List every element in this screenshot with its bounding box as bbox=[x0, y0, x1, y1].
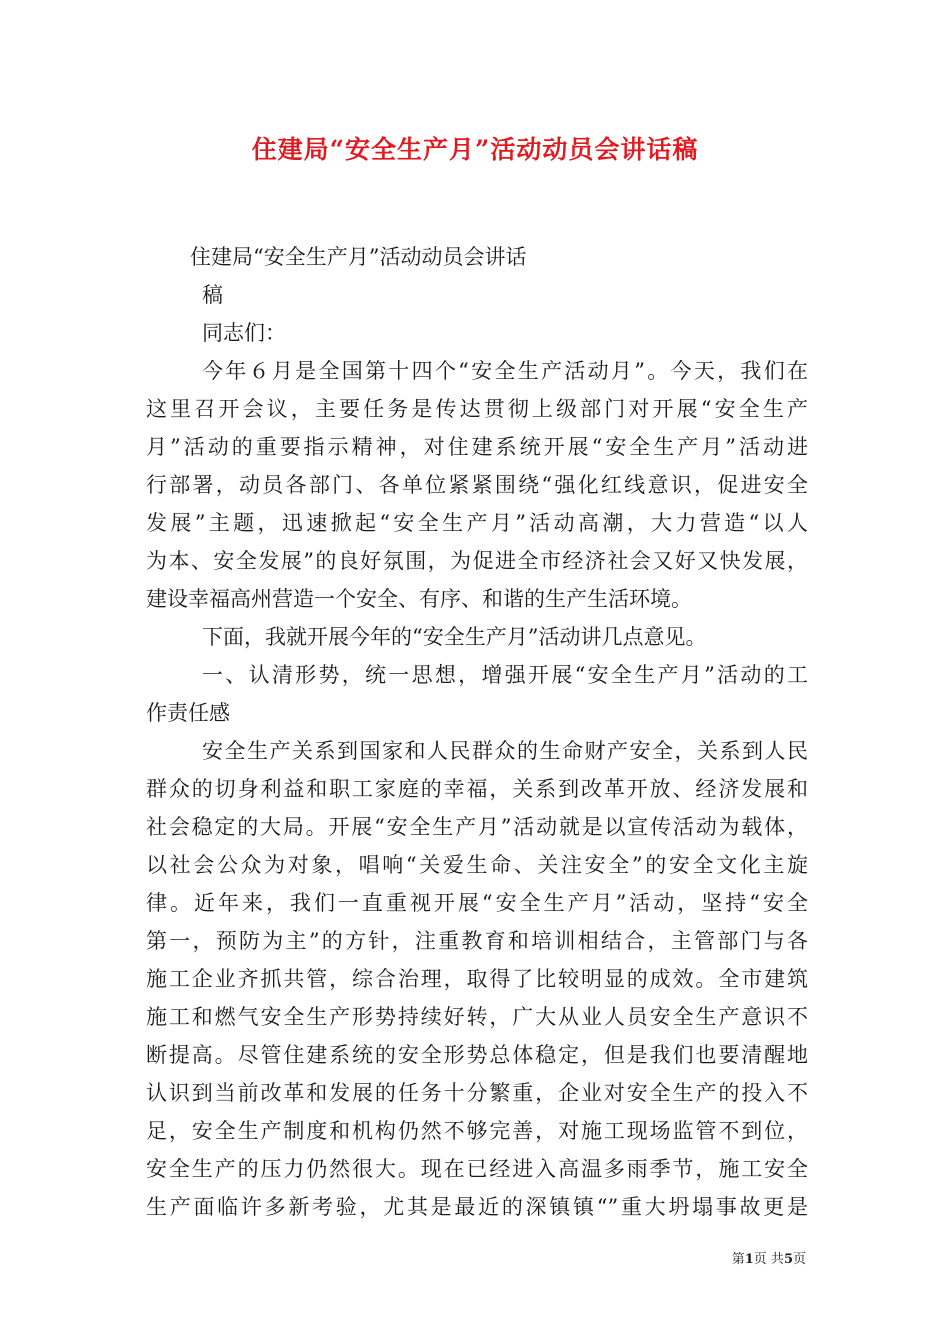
document-title: 住建局“安全生产月”活动动员会讲话稿 bbox=[251, 135, 699, 164]
text-line: 社会稳定的大局。开展“安全生产月”活动就是以宣传活动为载体， bbox=[146, 815, 808, 839]
text-line: 以社会公众为对象，唱响“关爱生命、关注安全”的安全文化主旋 bbox=[146, 853, 808, 877]
document-body bbox=[146, 238, 808, 1226]
text-line: 断提高。尽管住建系统的安全形势总体稳定，但是我们也要清醒地 bbox=[146, 1043, 808, 1067]
footer-suffix: 页 bbox=[792, 1252, 806, 1267]
text-line: 施工和燃气安全生产形势持续好转，广大从业人员安全生产意识不 bbox=[146, 1005, 808, 1029]
footer-page-number: 1 bbox=[744, 1252, 754, 1267]
text-line: 生产面临许多新考验，尤其是最近的深镇镇“”重大坍塌事故更是 bbox=[146, 1195, 808, 1219]
text-line: 月”活动的重要指示精神，对住建系统开展“安全生产月”活动进 bbox=[146, 435, 808, 459]
text-line: 安全生产的压力仍然很大。现在已经进入高温多雨季节，施工安全 bbox=[146, 1157, 808, 1181]
footer-page-total: 5 bbox=[783, 1252, 793, 1267]
text-line: 发展”主题，迅速掀起“安全生产月”活动高潮，大力营造“以人 bbox=[146, 511, 808, 535]
page-footer bbox=[732, 1248, 806, 1267]
text-line: 建设幸福高州营造一个安全、有序、和谐的生产生活环境。 bbox=[146, 587, 692, 611]
text-line: 下面，我就开展今年的“安全生产月”活动讲几点意见。 bbox=[202, 625, 707, 649]
footer-middle: 页 共 bbox=[753, 1252, 784, 1267]
text-line: 足，安全生产制度和机构仍然不够完善，对施工现场监管不到位， bbox=[146, 1119, 808, 1143]
text-line: 第一，预防为主”的方针，注重教育和培训相结合，主管部门与各 bbox=[146, 929, 808, 953]
text-line: 一、认清形势，统一思想，增强开展“安全生产月”活动的工 bbox=[202, 663, 808, 687]
text-line: 施工企业齐抓共管，综合治理，取得了比较明显的成效。全市建筑 bbox=[146, 967, 808, 991]
text-line: 稿 bbox=[202, 283, 223, 307]
text-line: 今年６月是全国第十四个“安全生产活动月”。今天，我们在 bbox=[202, 359, 808, 383]
text-line: 律。近年来，我们一直重视开展“安全生产月”活动，坚持“安全 bbox=[146, 891, 808, 915]
text-line: 行部署，动员各部门、各单位紧紧围绕“强化红线意识，促进安全 bbox=[146, 473, 808, 497]
text-line: 同志们： bbox=[202, 321, 286, 345]
text-line: 认识到当前改革和发展的任务十分繁重，企业对安全生产的投入不 bbox=[146, 1081, 808, 1105]
text-line: 作责任感 bbox=[146, 701, 230, 725]
text-line: 群众的切身利益和职工家庭的幸福，关系到改革开放、经济发展和 bbox=[146, 777, 808, 801]
text-line: 为本、安全发展”的良好氛围，为促进全市经济社会又好又快发展， bbox=[146, 549, 808, 573]
text-line: 安全生产关系到国家和人民群众的生命财产安全，关系到人民 bbox=[202, 739, 808, 763]
footer-prefix: 第 bbox=[731, 1252, 745, 1267]
text-line: 住建局“安全生产月”活动动员会讲话 bbox=[190, 245, 527, 269]
text-line: 这里召开会议，主要任务是传达贯彻上级部门对开展“安全生产 bbox=[146, 397, 808, 421]
